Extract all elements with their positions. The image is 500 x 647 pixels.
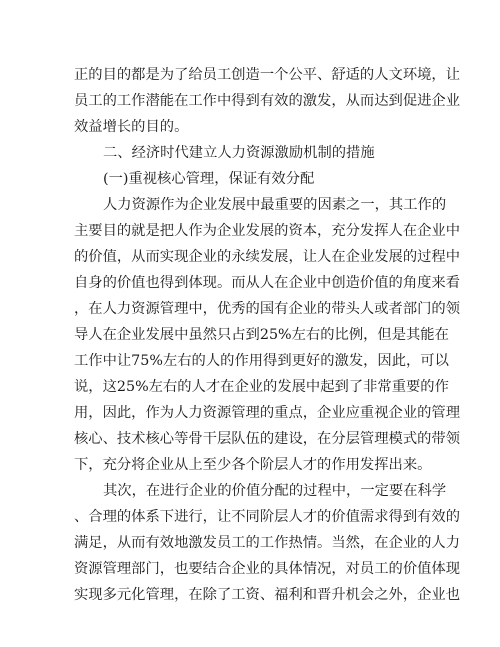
subsection-heading: (一)重视核心管理，保证有效分配 xyxy=(103,171,315,187)
text-line: 下，充分将企业从上至少各个阶层人才的作用发挥出来。 xyxy=(74,457,432,473)
text-line: 导人在企业发展中虽然只占到25%左右的比例，但是其能在 xyxy=(74,327,449,343)
text-line: 、合理的体系下进行，让不同阶层人才的价值需求得到有效的 xyxy=(74,509,461,525)
text-line: 满足，从而有效地激发员工的工作热情。当然，在企业的人力 xyxy=(74,535,461,551)
text-line: 主要目的就是把人作为企业发展的资本，充分发挥人在企业中 xyxy=(74,223,461,239)
text-line: 的价值，从而实现企业的永续发展，让人在企业发展的过程中 xyxy=(74,249,461,265)
text-line: ，在人力资源管理中，优秀的国有企业的带头人或者部门的领 xyxy=(74,301,461,317)
text-line: 自身的价值也得到体现。而从人在企业中创造价值的角度来看 xyxy=(74,275,461,291)
text-line: 说，这25%左右的人才在企业的发展中起到了非常重要的作 xyxy=(74,379,449,395)
text-line: 核心、技术核心等骨干层队伍的建设，在分层管理模式的带领 xyxy=(74,431,461,447)
text-line: 人力资源作为企业发展中最重要的因素之一，其工作的 xyxy=(103,197,447,213)
text-line: 正的目的都是为了给员工创造一个公平、舒适的人文环境，让 xyxy=(74,67,461,83)
text-line: 实现多元化管理，在除了工资、福利和晋升机会之外，企业也 xyxy=(74,587,461,603)
text-line: 效益增长的目的。 xyxy=(74,119,189,135)
text-line: 其次，在进行企业的价值分配的过程中，一定要在科学 xyxy=(103,483,447,499)
text-line: 资源管理部门，也要结合企业的具体情况，对员工的价值体现 xyxy=(74,561,461,577)
text-line: 用，因此，作为人力资源管理的重点，企业应重视企业的管理 xyxy=(74,405,461,421)
text-line: 员工的工作潜能在工作中得到有效的激发，从而达到促进企业 xyxy=(74,93,461,109)
document-page xyxy=(74,62,461,608)
section-heading: 二、经济时代建立人力资源激励机制的措施 xyxy=(103,145,375,161)
text-line: 工作中让75%左右的人的作用得到更好的激发，因此，可以 xyxy=(74,353,449,369)
